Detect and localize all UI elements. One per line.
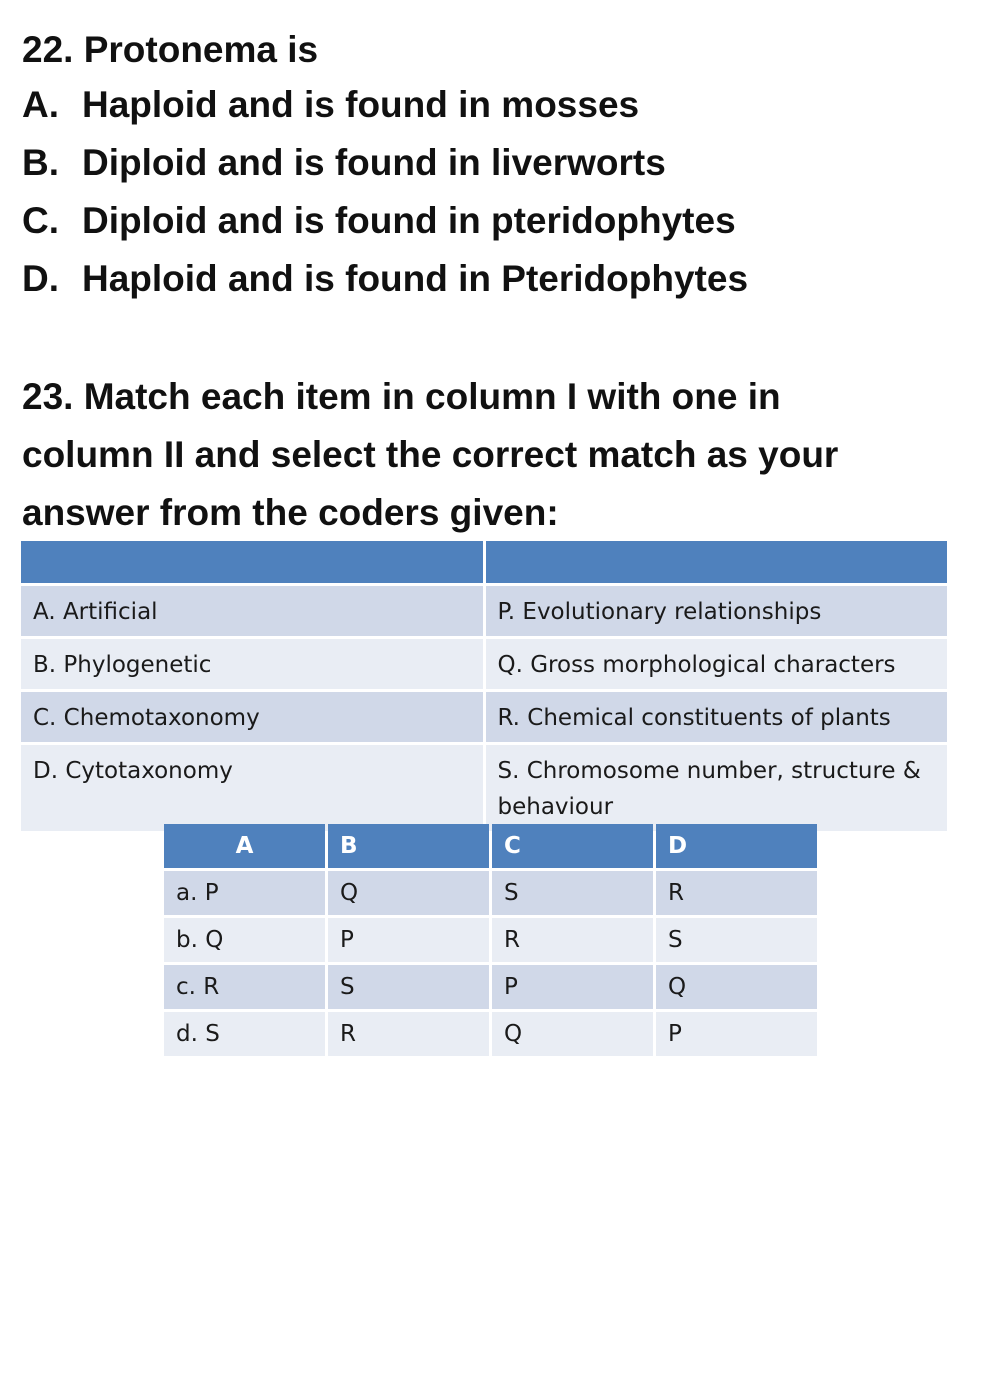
option-b-text: Diploid and is found in liverworts xyxy=(82,142,666,183)
code-cell: S xyxy=(328,965,489,1009)
question-22-title: 22. Protonema is xyxy=(22,29,319,70)
option-c-text: Diploid and is found in pteridophytes xyxy=(82,200,736,241)
code-cell: c. R xyxy=(164,965,325,1009)
option-c-letter: C. xyxy=(22,200,59,241)
option-b[interactable] xyxy=(22,134,962,192)
code-cell: R xyxy=(492,918,653,962)
option-a-text: Haploid and is found in mosses xyxy=(82,84,640,125)
code-cell: R xyxy=(656,871,817,915)
answer-option-row[interactable] xyxy=(164,918,817,962)
table-row xyxy=(21,745,947,831)
code-header-a: A xyxy=(164,824,325,868)
code-cell: a. P xyxy=(164,871,325,915)
column-ii-header xyxy=(486,541,948,583)
answer-code-table xyxy=(161,821,820,1059)
code-cell: Q xyxy=(492,1012,653,1056)
answer-option-row[interactable] xyxy=(164,965,817,1009)
column-ii-cell: S. Chromosome number, structure & behaviour xyxy=(486,745,948,831)
question-23-line-3: answer from the coders given: xyxy=(22,492,559,533)
option-d[interactable] xyxy=(22,250,962,308)
column-i-cell: B. Phylogenetic xyxy=(21,639,483,689)
code-cell: S xyxy=(656,918,817,962)
match-table xyxy=(18,538,950,834)
table-row xyxy=(21,639,947,689)
column-ii-cell: R. Chemical constituents of plants xyxy=(486,692,948,742)
option-c[interactable] xyxy=(22,192,962,250)
option-b-letter: B. xyxy=(22,142,59,183)
column-i-cell: A. Artificial xyxy=(21,586,483,636)
option-a[interactable] xyxy=(22,76,962,134)
option-a-letter: A. xyxy=(22,84,59,125)
question-23 xyxy=(22,368,962,542)
column-i-cell: D. Cytotaxonomy xyxy=(21,745,483,831)
code-cell: Q xyxy=(656,965,817,1009)
column-ii-cell: P. Evolutionary relationships xyxy=(486,586,948,636)
code-cell: P xyxy=(328,918,489,962)
code-table-header-row xyxy=(164,824,817,868)
code-cell: d. S xyxy=(164,1012,325,1056)
code-cell: Q xyxy=(328,871,489,915)
code-cell: P xyxy=(492,965,653,1009)
code-header-b: B xyxy=(328,824,489,868)
code-header-c: C xyxy=(492,824,653,868)
column-i-cell: C. Chemotaxonomy xyxy=(21,692,483,742)
question-23-line-2: column II and select the correct match as your xyxy=(22,434,839,475)
table-row xyxy=(21,586,947,636)
question-23-line-1: 23. Match each item in column I with one in xyxy=(22,376,781,417)
column-i-header xyxy=(21,541,483,583)
question-22 xyxy=(22,24,962,308)
table-row xyxy=(21,692,947,742)
answer-option-row[interactable] xyxy=(164,871,817,915)
code-cell: S xyxy=(492,871,653,915)
code-cell: R xyxy=(328,1012,489,1056)
answer-option-row[interactable] xyxy=(164,1012,817,1056)
code-cell: P xyxy=(656,1012,817,1056)
column-ii-cell: Q. Gross morphological characters xyxy=(486,639,948,689)
option-d-text: Haploid and is found in Pteridophytes xyxy=(82,258,749,299)
code-header-d: D xyxy=(656,824,817,868)
code-cell: b. Q xyxy=(164,918,325,962)
match-table-header-row xyxy=(21,541,947,583)
option-d-letter: D. xyxy=(22,258,59,299)
